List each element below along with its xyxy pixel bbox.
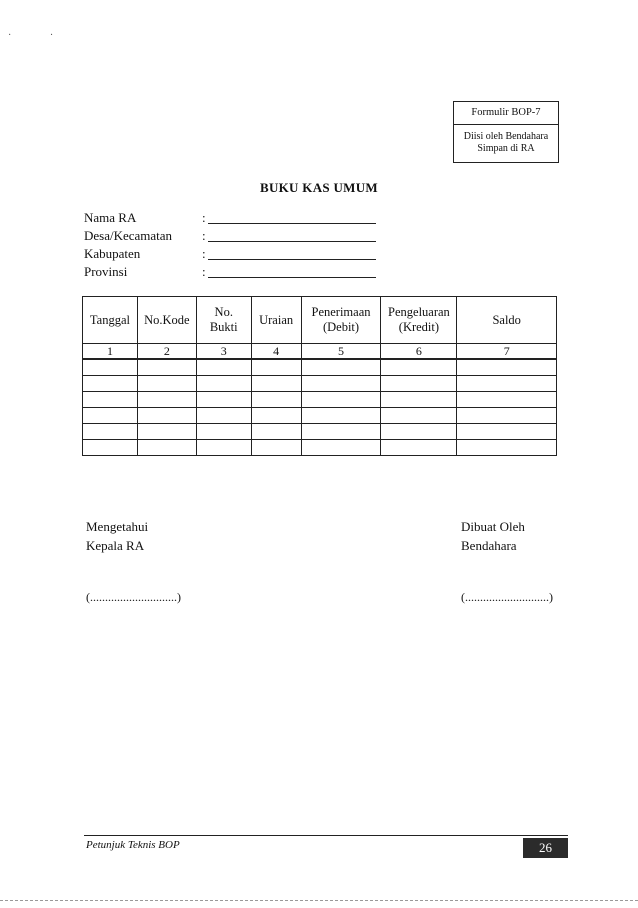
table-cell[interactable]	[381, 376, 457, 392]
column-number: 1	[83, 344, 138, 360]
table-cell[interactable]	[196, 424, 251, 440]
table-cell[interactable]	[301, 376, 381, 392]
signature-left-line2: Kepala RA	[86, 538, 145, 553]
header-pengeluaran: Pengeluaran (Kredit)	[381, 297, 457, 344]
header-uraian: Uraian	[251, 297, 301, 344]
table-cell[interactable]	[137, 359, 196, 376]
signature-left	[86, 517, 148, 555]
signature-right	[461, 517, 525, 555]
table-cell[interactable]	[381, 424, 457, 440]
table-cell[interactable]	[457, 424, 557, 440]
table-cell[interactable]	[196, 392, 251, 408]
table-row	[83, 376, 557, 392]
table-header-row	[83, 297, 557, 344]
scan-edge	[0, 900, 638, 903]
header-no-kode: No.Kode	[137, 297, 196, 344]
table-cell[interactable]	[301, 392, 381, 408]
form-note	[454, 125, 558, 155]
form-note-line2: Simpan di RA	[477, 143, 535, 154]
scan-specks: · ·	[8, 30, 72, 41]
table-cell[interactable]	[196, 440, 251, 456]
table-cell[interactable]	[251, 440, 301, 456]
table-cell[interactable]	[301, 440, 381, 456]
footer-divider	[84, 835, 568, 836]
table-cell[interactable]	[196, 376, 251, 392]
table-cell[interactable]	[381, 440, 457, 456]
column-number-row	[83, 344, 557, 360]
header-no-bukti: No. Bukti	[196, 297, 251, 344]
table-cell[interactable]	[457, 392, 557, 408]
field-label: Nama RA	[84, 210, 137, 225]
table-cell[interactable]	[251, 359, 301, 376]
table-cell[interactable]	[251, 408, 301, 424]
table-cell[interactable]	[137, 392, 196, 408]
table-cell[interactable]	[457, 440, 557, 456]
field-blank-line[interactable]	[208, 277, 376, 278]
signature-right-line2: Bendahara	[461, 538, 517, 553]
field-blank-line[interactable]	[208, 223, 376, 224]
column-number: 6	[381, 344, 457, 360]
table-cell[interactable]	[196, 359, 251, 376]
table-cell[interactable]	[251, 392, 301, 408]
header-tanggal: Tanggal	[83, 297, 138, 344]
footer-text: Petunjuk Teknis BOP	[86, 839, 180, 851]
cash-book-table	[82, 296, 557, 456]
field-label: Kabupaten	[84, 246, 141, 261]
table-cell[interactable]	[381, 392, 457, 408]
table-cell[interactable]	[137, 376, 196, 392]
table-row	[83, 424, 557, 440]
column-number: 4	[251, 344, 301, 360]
form-code-box	[453, 101, 559, 163]
signature-left-line1: Mengetahui	[86, 519, 149, 534]
column-number: 3	[196, 344, 251, 360]
table-cell[interactable]	[83, 376, 138, 392]
field-colon: :	[202, 228, 206, 243]
table-cell[interactable]	[251, 424, 301, 440]
table-cell[interactable]	[137, 424, 196, 440]
field-label: Provinsi	[84, 264, 128, 279]
table-cell[interactable]	[83, 359, 138, 376]
table-cell[interactable]	[251, 376, 301, 392]
field-colon: :	[202, 210, 206, 225]
field-colon: :	[202, 246, 206, 261]
header-saldo: Saldo	[457, 297, 557, 344]
table-row	[83, 359, 557, 376]
table-cell[interactable]	[457, 408, 557, 424]
table-row	[83, 392, 557, 408]
page-number: 26	[523, 838, 568, 858]
field-blank-line[interactable]	[208, 241, 376, 242]
table-cell[interactable]	[83, 440, 138, 456]
table-cell[interactable]	[301, 359, 381, 376]
table-cell[interactable]	[381, 408, 457, 424]
field-colon: :	[202, 264, 206, 279]
form-note-line1: Diisi oleh Bendahara	[463, 131, 549, 142]
column-number: 7	[457, 344, 557, 360]
column-number: 2	[137, 344, 196, 360]
field-blank-line[interactable]	[208, 259, 376, 260]
table-row	[83, 408, 557, 424]
table-cell[interactable]	[137, 440, 196, 456]
page-title: BUKU KAS UMUM	[259, 180, 378, 195]
table-cell[interactable]	[301, 424, 381, 440]
table-cell[interactable]	[457, 359, 557, 376]
header-penerimaan: Penerimaan (Debit)	[301, 297, 381, 344]
table-cell[interactable]	[83, 392, 138, 408]
table-cell[interactable]	[83, 408, 138, 424]
table-cell[interactable]	[301, 408, 381, 424]
table-cell[interactable]	[196, 408, 251, 424]
form-code: Formulir BOP-7	[454, 102, 558, 125]
signature-right-line1: Dibuat Oleh	[461, 519, 525, 534]
table-cell[interactable]	[83, 424, 138, 440]
signature-right-placeholder[interactable]: (............................)	[461, 590, 553, 604]
column-number: 5	[301, 344, 381, 360]
table-cell[interactable]	[457, 376, 557, 392]
signature-left-placeholder[interactable]: (.............................)	[86, 590, 181, 604]
field-label: Desa/Kecamatan	[84, 228, 173, 243]
table-cell[interactable]	[137, 408, 196, 424]
table-cell[interactable]	[381, 359, 457, 376]
table-row	[83, 440, 557, 456]
